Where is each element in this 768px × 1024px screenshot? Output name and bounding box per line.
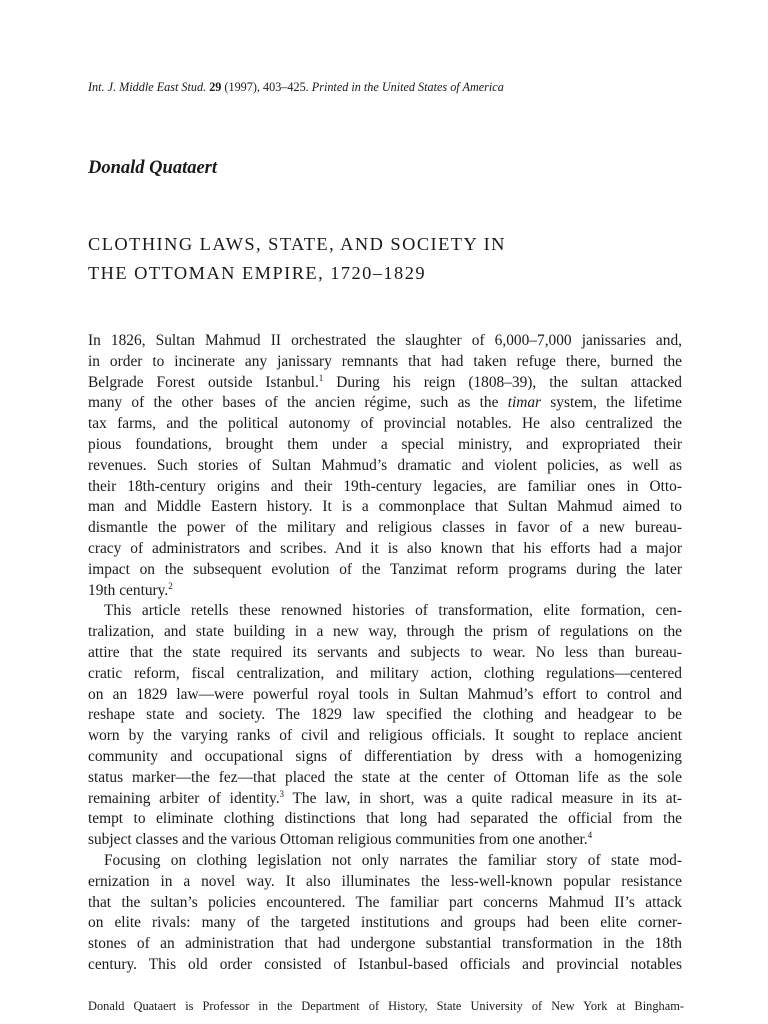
body-line [88,789,682,810]
article-title [88,230,684,288]
body-line-text: subject classes and the various Ottoman religious communities from one another. [88,831,588,849]
paragraph-2 [88,601,682,851]
author-name: Donald Quataert [88,158,218,178]
body-line: that the sultan’s policies encountered. The familiar part concerns Mahmud II’s attack [88,893,682,911]
body-line [88,393,682,414]
article-page [88,0,684,1024]
body-line-text: many of the other bases of the ancien régime, such as the [88,394,508,412]
body-line: man and Middle Eastern history. It is a commonplace that Sultan Mahmud aimed to [88,498,682,516]
body-line: tax farms, and the political autonomy of provincial notables. He also centralized the [88,415,682,433]
body-line: tralization, and state building in a new way, through the prism of regulations on the [88,623,682,641]
footnote-ref-4: 4 [587,830,593,841]
body-line: on an 1829 law—were powerful royal tools in Sultan Mahmud’s effort to control and [88,685,682,703]
timar-term: timar [507,394,542,412]
body-line: in order to incinerate any janissary remnants that had taken refuge there, burned the [88,352,682,370]
body-line [88,581,682,602]
body-line: pious foundations, brought them under a special ministry, and expropriated their [88,435,682,453]
body-line: status marker—the fez—that placed the state at the center of Ottoman life as the sole [88,768,682,786]
body-line: their 18th-century origins and their 19th-century legacies, are familiar ones in Otto- [88,477,682,495]
body-line-text: During his reign (1808–39), the sultan attacked [323,373,682,391]
journal-year-pages: (1997), 403–425. [221,80,312,94]
footnote-ref-1: 1 [318,372,324,383]
body-line: tempt to eliminate clothing distinctions that long had separated the official from the [88,810,682,828]
body-line: worn by the varying ranks of civil and religious officials. It sought to replace ancient [88,727,682,745]
body-line: community and occupational signs of differentiation by dress with a homogenizing [88,747,682,765]
body-line: This article retells these renowned histories of transformation, elite formation, cen- [104,602,682,620]
body-line: reshape state and society. The 1829 law specified the clothing and headgear to be [88,706,682,724]
body-line-text: 19th century. [88,581,169,599]
body-line: century. This old order consisted of Istanbul-based officials and provincial notables [88,955,682,973]
body-line: attire that the state required its servants and subjects to wear. No less than bureau- [88,643,682,661]
body-line: dismantle the power of the military and religious classes in favor of a new bureau- [88,519,682,537]
paragraph-1 [88,331,682,601]
body-line: stones of an administration that had undergone substantial transformation in the 18th [88,935,682,953]
footnote-ref-3: 3 [279,788,285,799]
body-line: cratic reform, fiscal centralization, and military action, clothing regulations—centered [88,664,682,682]
article-body [88,331,682,976]
body-line: ernization in a novel way. It also illuminates the less-well-known popular resistance [88,872,682,890]
title-line-1: CLOTHING LAWS, STATE, AND SOCIETY IN [88,234,506,254]
body-line-text: Belgrade Forest outside Istanbul. [88,373,319,391]
body-line [88,830,682,851]
body-line: In 1826, Sultan Mahmud II orchestrated the slaughter of 6,000–7,000 janissaries and, [88,332,682,349]
body-line-text: system, the lifetime [541,394,682,412]
body-line: cracy of administrators and scribes. And it is also known that his efforts had a major [88,539,682,557]
paragraph-3 [88,851,682,976]
body-line: impact on the subsequent evolution of the Tanzimat reform programs during the later [88,560,682,578]
body-line: on elite rivals: many of the targeted institutions and groups had been elite corner- [88,914,682,932]
journal-name: Int. J. Middle East Stud. [88,80,207,94]
body-line: Focusing on clothing legislation not only narrates the familiar story of state mod- [104,851,682,869]
title-line-2: THE OTTOMAN EMPIRE, 1720–1829 [88,263,426,283]
journal-volume: 29 [209,80,222,94]
footnote-ref-2: 2 [168,580,173,591]
running-head [88,80,684,95]
body-line [88,373,682,394]
body-line: revenues. Such stories of Sultan Mahmud’s dramatic and violent policies, as well as [88,456,682,474]
body-line-text: remaining arbiter of identity. [88,789,280,807]
body-line-text: The law, in short, was a quite radical measure in its at- [284,789,682,807]
printed-note: Printed in the United States of America [311,80,504,94]
author-footnote: Donald Quataert is Professor in the Department of History, State University of New York at Bingham- [88,999,684,1013]
